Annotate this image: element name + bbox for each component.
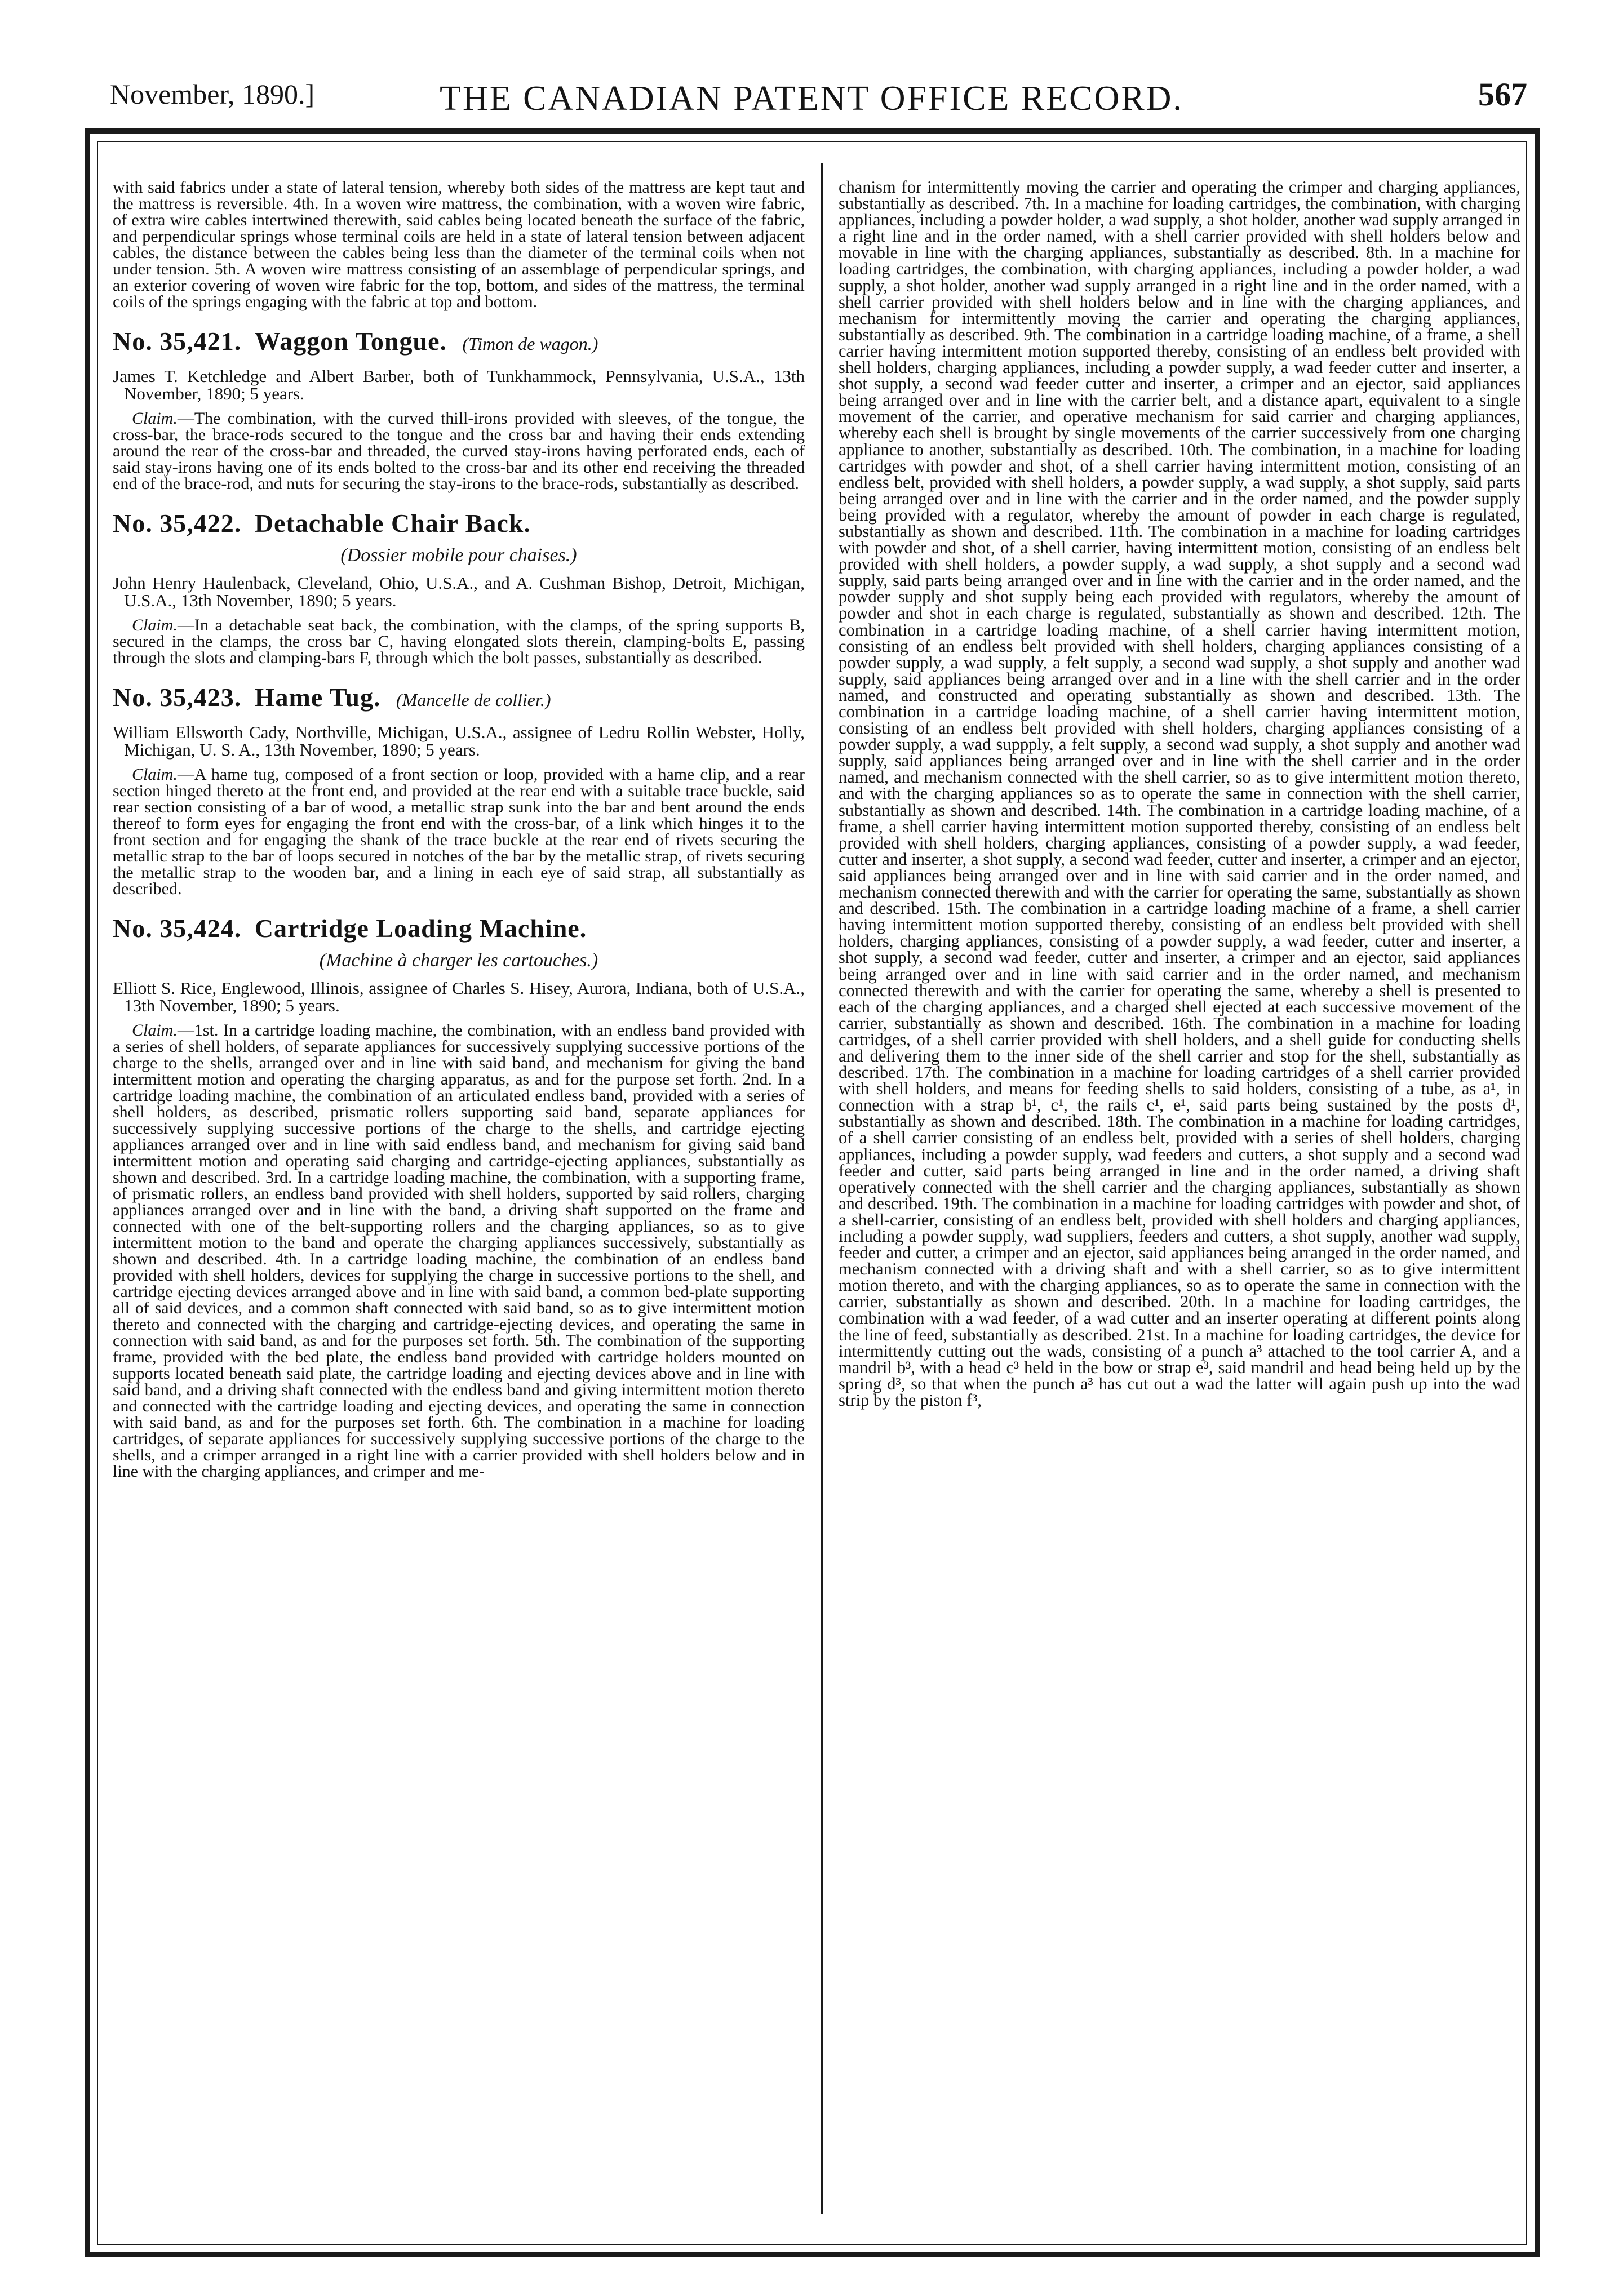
patent-claims-continued: chanism for intermittently moving the carrier and operating the crimper and charging appliances, substantially as described. 7th. In a machine for loading cartridges, the combination, with charging appliances, including a powder holder, a wad supply, a shot holder, another wad supply arranged in a right line and in the order named, with a shell carrier provided with shell holders below and movable in line with the charging appliances, substantially as described. 8th. In a machine for loading cartridges, the combination, with charging appliances, including a powder holder, a wad supply, a shot holder, another wad supply arranged in a right line and in the order named, with a shell carrier provided with shell holders below and in line with the charging appliances, and mechanism for intermittently moving the carrier and operating the charging appliances, substantially as described. 9th. The combination in a cartridge loading machine, of a frame, a shell carrier having intermittent motion supported thereby, consisting of an endless belt provided with shell holders, charging appliances, including a powder supply, a wad feeder cutter and inserter, a shot supply, a second wad feeder cutter and inserter, a crimper and an ejector, said appliances being arranged over and in line with the carrier belt, and a distance apart, equivalent to a single movement of the carrier, and operative mechanism for said carrier and charging appliances, whereby each shell is brought by single movements of the carrier successively from one charging appliance to another, substantially as described. 10th. The combination, in a machine for loading cartridges with powder and shot, of a shell carrier having intermittent motion, consisting of an endless belt, provided with shell holders, a powder supply, a wad supply, a shot supply, said parts being arranged over and in line with the carrier and in the order named, and the powder supply being provided with a regulator, whereby the amount of powder in each charge is regulated, substantially as shown and described. 11th. The combination in a machine for loading cartridges with powder and shot, of a shell carrier, having intermittent motion, consisting of an endless belt provided with shell holders, a powder supply, a wad supply, a shot supply and a second wad supply, said parts being arranged over and in line with the carrier and in the order named, and the powder supply and shot supply being each provided with regulators, whereby the amount of powder and shot in each charge is regulated, substantially as shown and described. 12th. The combination in a cartridge loading machine, of a shell carrier having intermittent motion, consisting of an endless belt provided with shell holders, charging appliances consisting of a powder supply, a wad supply, a felt supply, a second wad supply, a shot supply and another wad supply, said appliances being arranged over and in a line with the shell carrier and in the order named, and constructed and operating substantially as shown and described. 13th. The combination in a cartridge loading machine, of a shell carrier having intermittent motion, consisting of an endless belt provided with shell holders, charging appliances consisting of a powder supply, a wad suppply, a felt supply, a second wad supply, a shot supply and another wad supply, said appliances being arranged over and in line with the shell carrier and in the order named, and mechanism connected with the shell carrier, so as to give intermittent motion thereto, and with the charging appliances so as to operate the same in connection with the shell carrier, substantially as shown and described. 14th. The combination in a cartridge loading machine, of a frame, a shell carrier having intermittent motion supported thereby, consisting of an endless belt provided with shell holders, charging appliances, consisting of a powder supply, a wad feeder, cutter and inserter, a shot supply, a second wad feeder, cutter and inserter, a crimper and an ejector, said appliances being arranged over and in line with said carrier and in the order named, and mechanism connected therewith and with the carrier for operating the same, substantially as shown and described. 15th. The combination in a cartridge loading machine of a frame, a shell carrier having intermittent motion supported thereby, consisting of an endless belt provided with shell holders, charging appliances, consisting of a powder supply, a wad feeder, cutter and inserter, a shot supply, a second wad feeder, cutter and inserter, a crimper and an ejector, said appliances being arranged over and in line with said carrier and in the order named, and mechanism connected therewith and with the carrier for operating the same, whereby a shell is presented to each of the charging appliances, and a charged shell ejected at each successive movement of the carrier, substantially as shown and described. 16th. The combination in a machine for loading cartridges, of a shell carrier provided with shell holders, and a shell guide for conducting shells and delivering them to the inner side of the shell carrier and stop for the shell, substantially as described. 17th. The combination in a machine for loading cartridges of a shell carrier provided with shell holders, and means for feeding shells to said holders, consisting of a tube, as a¹, in connection with a strap b¹, c¹, the rails c¹, e¹, said parts being sustained by the posts d¹, substantially as shown and described. 18th. The combination in a machine for loading cartridges, of a shell carrier consisting of an endless belt, provided with a series of shell holders, charging appliances, including a powder supply, wad feeders and cutters, a shot supply and a second wad feeder and cutter, said parts being arranged in line and in the order named, a driving shaft operatively connected with the shell carrier and the charging appliances, substantially as shown and described. 19th. The combination in a machine for loading cartridges with powder and shot, of a shell-carrier, consisting of an endless belt, provided with shell holders and charging appliances, including a powder supply, wad suppliers, feeders and cutters, a shot supply, another wad supply, feeder and cutter, a crimper and an ejector, said appliances being arranged in the order named, and mechanism connected with a driving shaft and with a shell carrier, so as to give intermittent motion thereto, and with the charging appliances, so as to operate the same in connection with the carrier, substantially as shown and described. 20th. In a machine for loading cartridges, the combination with a wad feeder, of a wad cutter and an inserter operating at different points along the line of feed, substantially as described. 21st. In a machine for loading cartridges, the device for intermittently cutting out the wads, consisting of a punch a³ attached to the tool carrier A, and a mandril b³, with a head c³ held in the bow or strap e³, said mandril and head being held up by the spring d³, so that when the punch a³ has cut out a wad the latter will again push up into the wad strip by the piston f³, [839, 179, 1520, 1410]
patent-number: No. 35,424. [113, 914, 242, 943]
issue-date: November, 1890.] [110, 78, 315, 110]
patent-claim [113, 617, 805, 666]
patent-inventors: William Ellsworth Cady, Northville, Michigan, U.S.A., assignee of Ledru Rollin Webster, Holly, Michigan, U. S. A., 13th November, 1890; 5 years. [113, 722, 805, 760]
claim-text: —The combination, with the curved thill-irons provided with sleeves, of the tongue, the cross-bar, the brace-rods secured to the tongue and the cross bar and having their ends extending around the rear of the cross-bar and threaded, the curved stay-irons having perforated ends, each of said stay-irons having one of its ends bolted to the cross-bar and its other end receiving the threaded end of the brace-rod, and nuts for securing the stay-irons to the brace-rods, substantially as described. [113, 409, 805, 493]
patent-entry [113, 913, 805, 1480]
patent-title-french: (Mancelle de collier.) [396, 690, 551, 710]
patent-inventors: John Henry Haulenback, Cleveland, Ohio, U.S.A., and A. Cushman Bishop, Detroit, Michigan, U.S.A., 13th November, 1890; 5 years. [113, 573, 805, 610]
patent-inventors: James T. Ketchledge and Albert Barber, both of Tunkhammock, Pennsylvania, U.S.A., 13th November, 1890; 5 years. [113, 366, 805, 403]
patent-title-french: (Machine à charger les cartouches.) [319, 950, 598, 971]
right-column [839, 179, 1520, 2219]
page-number: 567 [1478, 76, 1527, 113]
patent-heading [113, 508, 805, 539]
column-divider [821, 163, 823, 2214]
patent-inventors: Elliott S. Rice, Englewood, Illinois, assignee of Charles S. Hisey, Aurora, Indiana, both of U.S.A., 13th November, 1890; 5 years. [113, 978, 805, 1015]
claim-text: —A hame tug, composed of a front section or loop, provided with a hame clip, and a rear section hinged thereto at the front end, and provided at the rear end with a suitable trace buckle, said rear section consisting of a bar of wood, a metallic strap sunk into the bar and bent around the ends thereof to form eyes for engaging the front end with the cross-bar, of a link which hinges it to the front section and for engaging the shank of the trace buckle at the rear end of rivets securing the metallic strap to the bar of loops secured in notches of the bar by the metallic strap, of rivets securing the metallic strap to the wooden bar, and a lining in each eye of said strap, all substantially as described. [113, 765, 805, 898]
patent-claim [113, 410, 805, 492]
continued-text: with said fabrics under a state of lateral tension, whereby both sides of the mattress are kept taut and the mattress is reversible. 4th. In a woven wire mattress, the combination, with a woven wire fabric, of extra wire cables intertwined therewith, said cables being located beneath the surface of the fabric, and perpendicular springs whose terminal coils are held in a state of lateral tension between adjacent cables, the distance between the cables being less than the diameter of the terminal coils when not under tension. 5th. A woven wire mattress consisting of an assemblage of perpendicular springs, and an exterior covering of woven wire fabric for the top, bottom, and sides of the mattress, the terminal coils of the springs engaging with the fabric at top and bottom. [113, 179, 805, 311]
patent-number: No. 35,421. [113, 327, 242, 356]
patent-title: Hame Tug. [254, 683, 381, 712]
claim-label: Claim. [132, 765, 178, 784]
claim-label: Claim. [132, 409, 178, 428]
patent-number: No. 35,422. [113, 509, 242, 538]
patent-heading [113, 682, 805, 716]
patent-entry [113, 326, 805, 492]
claim-text: —1st. In a cartridge loading machine, the combination, with an endless band provided with a series of shell holders, of separate appliances for successively supplying successive portions of the charge to the shells, arranged over and in line with said band, and mechanism for giving the band intermittent motion and operating the charging apparatus, as and for the purpose set forth. 2nd. In a cartridge loading machine, the combination of an articulated endless band, provided with a series of shell holders, as described, prismatic rollers supporting said band, separate appliances for successively supplying successive portions of the charge to the shells, and cartridge ejecting appliances arranged over and in line with said endless band, and mechanism for giving said band intermittent motion and operating said charging and cartridge-ejecting appliances, substantially as shown and described. 3rd. In a cartridge loading machine, the combination, with a supporting frame, of prismatic rollers, an endless band provided with shell holders, supported by said rollers, charging appliances arranged over and in line with the band, a driving shaft supported on the frame and connected with one of the belt-supporting rollers and the charging appliances, so as to give intermittent motion to the band and operate the charging appliances successively, substantially as shown and described. 4th. In a cartridge loading machine, the combination of an endless band provided with shell holders, devices for supplying the charge in successive portions to the shell, and cartridge ejecting devices arranged above and in line with said band, a common bed-plate supporting all of said devices, and a common shaft connected with said band, so as to give intermittent motion thereto and connected with the charging and cartridge-ejecting devices, and operating the same in connection with said band, as and for the purposes set forth. 5th. The combination of the supporting frame, provided with the bed plate, the endless band provided with cartridge holders mounted on supports located beneath said plate, the cartridge loading and ejecting devices above and in line with said band, and a driving shaft connected with the endless band and giving intermittent motion thereto and connected with the cartridge loading and ejecting devices, and operating the same in connection with said band, as and for the purposes set forth. 6th. The combination in a machine for loading cartridges, of separate appliances for successively supplying successive portions of the charge to the shells, and a crimper arranged in a right line with a carrier provided with shell holders below and in line with the charging appliances, and crimper and me- [113, 1021, 805, 1481]
page-header [85, 66, 1538, 128]
patent-title-french: (Timon de wagon.) [462, 334, 598, 354]
patent-entry [113, 508, 805, 666]
patent-title: Waggon Tongue. [254, 327, 447, 356]
patent-heading [113, 913, 805, 944]
patent-entry [113, 682, 805, 897]
claim-label: Claim. [132, 616, 178, 634]
patent-heading [113, 326, 805, 359]
claim-text: —In a detachable seat back, the combination, with the clamps, of the spring supports B, secured in the clamps, the cross bar C, having elongated slots therein, clamping-bolts E, passing through the slots and clamping-bars F, through which the bolt passes, substantially as described. [113, 616, 805, 667]
claim-label: Claim. [132, 1021, 178, 1040]
patent-claim [113, 1022, 805, 1480]
patent-number: No. 35,423. [113, 683, 242, 712]
patent-claim [113, 766, 805, 897]
patent-title-french: (Dossier mobile pour chaises.) [340, 545, 577, 566]
left-column [113, 179, 805, 2219]
patent-title: Cartridge Loading Machine. [254, 914, 587, 943]
patent-title: Detachable Chair Back. [254, 509, 531, 538]
journal-title: THE CANADIAN PATENT OFFICE RECORD. [440, 79, 1183, 118]
